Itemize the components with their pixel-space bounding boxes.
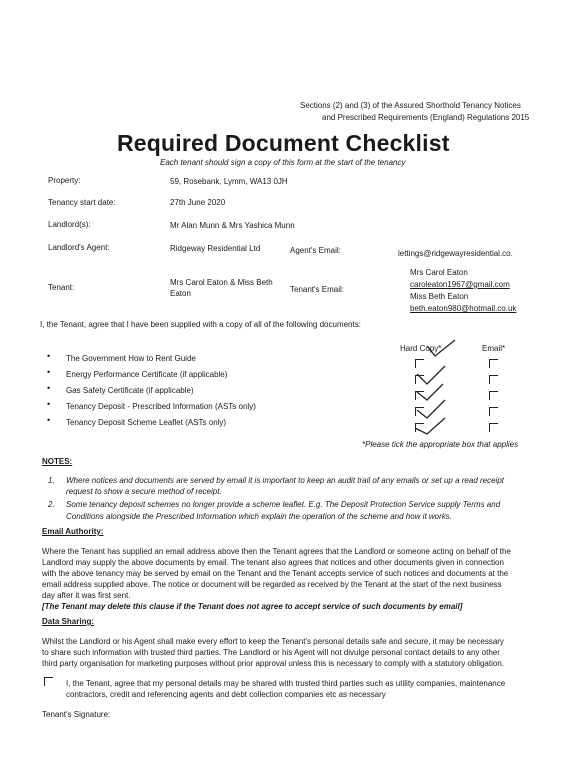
bullet-icon: • — [47, 351, 51, 361]
email-column-header: Email* — [482, 344, 506, 353]
data-sharing-consent-line-2: contractors, credit and referencing agents and debt collection companies etc as necessary — [66, 690, 386, 699]
property-label: Property: — [48, 176, 81, 185]
email-authority-text-line: with the above tenancy may be served by email on the Tenant and the Tenant accepts service of such notices and documents at the — [42, 569, 509, 578]
tenant-email-name-1: Mrs Carol Eaton — [410, 268, 468, 277]
email-checkbox[interactable] — [489, 359, 498, 368]
data-sharing-consent-line-1: I, the Tenant, agree that my personal details may be shared with trusted third parties such as utility companies, maintenance — [66, 679, 506, 688]
document-item: The Government How to Rent Guide — [66, 354, 196, 363]
data-sharing-text-line: Whilst the Landlord or his Agent shall make every effort to keep the Tenant's personal details safe and secure, it may be necessary — [42, 637, 504, 646]
tenant-label: Tenant: — [48, 283, 75, 292]
landlord-label: Landlord(s): — [48, 220, 91, 229]
agent-email-value: lettings@ridgewayresidential.co. — [398, 249, 513, 258]
document-item: Tenancy Deposit - Prescribed Information (ASTs only) — [66, 402, 256, 411]
email-authority-clause: [The Tenant may delete this clause if the Tenant does not agree to accept service of such documents by email] — [42, 602, 463, 611]
agent-email-label: Agent's Email: — [290, 246, 341, 255]
document-item: Tenancy Deposit Scheme Leaflet (ASTs only) — [66, 418, 227, 427]
tenant-value-line-1: Mrs Carol Eaton & Miss Beth — [170, 278, 273, 287]
data-sharing-text-line: to share such information with trusted third parties. The Landlord or his Agent will not divulge personal contact details to any other — [42, 648, 500, 657]
agent-value: Ridgeway Residential Ltd — [170, 244, 261, 253]
tick-instruction-note: *Please tick the appropriate box that applies — [362, 440, 519, 449]
note-text-line: Where notices and documents are served by email it is important to keep an audit trail of any emails or set up a read receipt — [66, 476, 504, 485]
email-authority-heading: Email Authority: — [42, 527, 104, 536]
page-subtitle: Each tenant should sign a copy of this form at the start of the tenancy — [160, 158, 406, 167]
note-number: 1. — [48, 476, 55, 485]
agent-label: Landlord's Agent: — [48, 243, 110, 252]
email-checkbox[interactable] — [489, 423, 498, 432]
bullet-icon: • — [47, 367, 51, 377]
data-sharing-text-line: third party organisation for marketing purposes without prior approval unless this is necessary to comply with a statutory obligation. — [42, 659, 505, 668]
note-text-line: Conditions alongside the Prescribed Information which explain the operation of the scheme and how it works. — [66, 512, 452, 521]
data-sharing-heading: Data Sharing: — [42, 617, 95, 626]
legal-reference-line-2: and Prescribed Requirements (England) Regulations 2015 — [322, 113, 530, 122]
email-authority-text-line: day after it was first sent. — [42, 591, 131, 600]
notes-heading: NOTES: — [42, 457, 73, 466]
bullet-icon: • — [47, 399, 51, 409]
page-title: Required Document Checklist — [117, 130, 450, 156]
tenant-email-address-1: caroleaton1967@gmail.com — [410, 280, 510, 289]
email-checkbox[interactable] — [489, 407, 498, 416]
document-item: Energy Performance Certificate (if applicable) — [66, 370, 228, 379]
tenant-email-label: Tenant's Email: — [290, 285, 344, 294]
tenant-email-name-2: Miss Beth Eaton — [410, 292, 469, 301]
email-authority-text-line: Landlord may supply the above documents by email. The tenant also agrees that notices and other documents given in connection — [42, 558, 504, 567]
hard-copy-column-header: Hard Copy* — [400, 344, 442, 353]
email-authority-text-line: Where the Tenant has supplied an email address above then the Tenant agrees that the Landlord or someone acting on behalf of the — [42, 547, 511, 556]
landlord-value: Mr Alan Munn & Mrs Yashica Munn — [170, 221, 295, 230]
legal-reference-line-1: Sections (2) and (3) of the Assured Shorthold Tenancy Notices — [300, 101, 521, 110]
document-item: Gas Safety Certificate (if applicable) — [66, 386, 194, 395]
agreement-statement: I, the Tenant, agree that I have been supplied with a copy of all of the following documents: — [40, 320, 361, 329]
note-text-line: request to show a secure method of receipt. — [66, 487, 222, 496]
data-sharing-consent-checkbox[interactable] — [44, 677, 53, 686]
tenant-email-address-2: beth.eaton980@hotmail.co.uk — [410, 304, 517, 313]
email-checkbox[interactable] — [489, 375, 498, 384]
email-authority-text-line: email address supplied above. The notice or document will be regarded as received by the Tenant at the start of the next business — [42, 580, 502, 589]
email-checkbox[interactable] — [489, 391, 498, 400]
bullet-icon: • — [47, 383, 51, 393]
handwritten-tick-marks — [405, 338, 465, 438]
bullet-icon: • — [47, 415, 51, 425]
note-number: 2. — [48, 500, 55, 509]
tenancy-start-value: 27th June 2020 — [170, 198, 226, 207]
tenant-signature-label: Tenant's Signature: — [42, 710, 111, 719]
tenant-value-line-2: Eaton — [170, 289, 191, 298]
note-text-line: Some tenancy deposit schemes no longer provide a scheme leaflet. E.g. The Deposit Protection Service supply Terms and — [66, 500, 501, 509]
property-value: 59, Rosebank, Lymm, WA13 0JH — [170, 177, 288, 186]
tenancy-start-label: Tenancy start date: — [48, 198, 116, 207]
